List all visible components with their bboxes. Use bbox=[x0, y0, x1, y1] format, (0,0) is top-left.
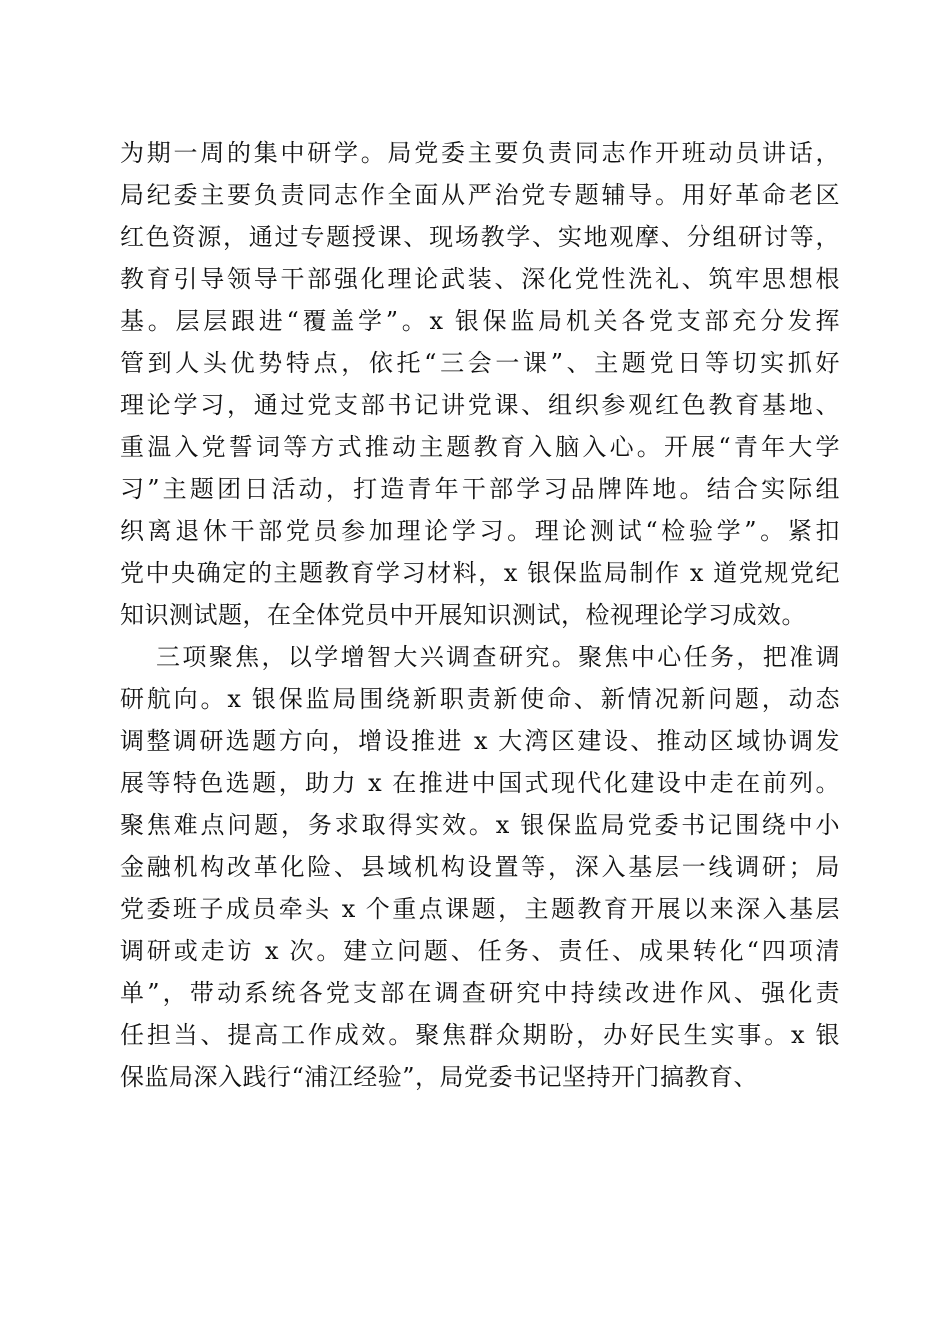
text-line: 金融机构改革化险、县域机构设置等，深入基层一线调研；局 bbox=[120, 853, 840, 881]
paragraph-1 bbox=[120, 132, 840, 636]
text-line: 保监局深入践行“浦江经验”，局党委书记坚持开门搞教育、 bbox=[120, 1063, 759, 1091]
text-line: 习”主题团日活动，打造青年干部学习品牌阵地。结合实际组 bbox=[120, 475, 840, 503]
paragraph-2 bbox=[120, 636, 840, 1098]
document-body bbox=[120, 132, 840, 1098]
text-line: 任担当、提高工作成效。聚焦群众期盼，办好民生实事。x 银 bbox=[120, 1021, 840, 1049]
text-line: 重温入党誓词等方式推动主题教育入脑入心。开展“青年大学 bbox=[120, 433, 840, 461]
text-line: 研航向。x 银保监局围绕新职责新使命、新情况新问题，动态 bbox=[120, 685, 840, 713]
text-line: 基。层层跟进“覆盖学”。x 银保监局机关各党支部充分发挥 bbox=[120, 307, 840, 335]
text-line: 理论学习，通过党支部书记讲党课、组织参观红色教育基地、 bbox=[120, 391, 840, 419]
text-line: 管到人头优势特点，依托“三会一课”、主题党日等切实抓好 bbox=[120, 349, 840, 377]
text-line: 织离退休干部党员参加理论学习。理论测试“检验学”。紧扣 bbox=[120, 517, 840, 545]
text-line: 教育引导领导干部强化理论武装、深化党性洗礼、筑牢思想根 bbox=[120, 265, 840, 293]
text-line: 党委班子成员牵头 x 个重点课题，主题教育开展以来深入基层 bbox=[120, 895, 840, 923]
text-line: 单”，带动系统各党支部在调查研究中持续改进作风、强化责 bbox=[120, 979, 840, 1007]
text-line: 调研或走访 x 次。建立问题、任务、责任、成果转化“四项清 bbox=[120, 937, 840, 965]
text-line: 党中央确定的主题教育学习材料，x 银保监局制作 x 道党规党纪 bbox=[120, 559, 840, 587]
text-line: 局纪委主要负责同志作全面从严治党专题辅导。用好革命老区 bbox=[120, 181, 840, 209]
text-line: 红色资源，通过专题授课、现场教学、实地观摩、分组研讨等， bbox=[120, 223, 840, 251]
text-line: 调整调研选题方向，增设推进 x 大湾区建设、推动区域协调发 bbox=[120, 727, 840, 755]
text-line: 聚焦难点问题，务求取得实效。x 银保监局党委书记围绕中小 bbox=[120, 811, 840, 839]
text-line: 为期一周的集中研学。局党委主要负责同志作开班动员讲话， bbox=[120, 139, 840, 167]
text-line: 展等特色选题，助力 x 在推进中国式现代化建设中走在前列。 bbox=[120, 769, 840, 797]
text-line: 知识测试题，在全体党员中开展知识测试，检视理论学习成效。 bbox=[120, 601, 806, 629]
text-line: 三项聚焦，以学增智大兴调查研究。聚焦中心任务，把准调 bbox=[156, 643, 840, 671]
